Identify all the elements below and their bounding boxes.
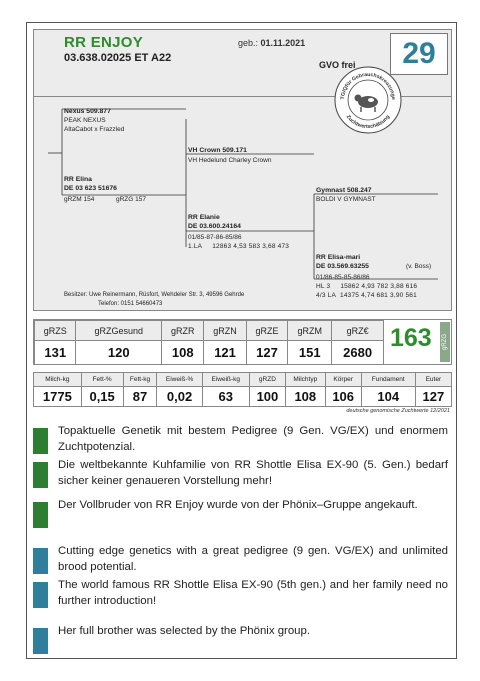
description-text: Cutting edge genetics with a great pedigree (9 gen. VG/EX) and unlimited brood potential. [58, 545, 448, 573]
dam-id: DE 03.600.24164 [188, 223, 241, 230]
dam-sire-line2: VH Hedelund Charley Crown [188, 157, 272, 164]
mgd-note: (v. Boss) [406, 263, 432, 270]
catalog-number: 29 [390, 33, 448, 75]
production-header-cell: Milch-kg [34, 373, 82, 387]
description-text: The world famous RR Shottle Elisa EX-90 (5th gen.) and her family need no further introduction! [58, 579, 448, 607]
index-value-cell: 151 [288, 341, 332, 365]
dam-lactation [188, 243, 289, 251]
bull-id: 03.638.02025 ET A22 [64, 52, 172, 64]
description-text: Die weltbekannte Kuhfamilie von RR Shottle Elisa EX-90 (5. Gen.) bedarf sicher keiner genaueren Vorstellung mehr! [58, 459, 448, 487]
production-value-cell: 87 [123, 387, 157, 407]
index-value-row [35, 341, 384, 365]
index-value-cell: 121 [204, 341, 246, 365]
bullet-marker-icon [33, 628, 48, 654]
production-value-cell: 127 [415, 387, 451, 407]
mgd-la-values: 14375 4,74 681 3,90 561 [340, 292, 417, 299]
sire-sire-line3: AltaCabot x Frazzled [64, 126, 125, 133]
production-table [33, 372, 452, 407]
dam-scores: 01/85-87-86-85/86 [188, 234, 242, 241]
index-header-row [35, 321, 384, 341]
dam-lac-values: 12863 4,53 583 3,68 473 [212, 243, 290, 250]
birth-date [238, 38, 305, 48]
mgd-scores: 01/86-85-85-86/86 [316, 274, 370, 281]
mgs-name: Gymnast 508.247 [316, 187, 372, 194]
mgd-name: RR Elisa-mari [316, 254, 361, 261]
sire-name: RR Elina [64, 176, 92, 183]
index-value-cell: 2680 [332, 341, 384, 365]
grzg-value: 163 [390, 324, 432, 352]
production-header-cell: Euter [415, 373, 451, 387]
birth-date-value: 01.11.2021 [260, 38, 306, 48]
production-note: deutsche genomische Zuchtwerte 12/2021 [346, 408, 450, 414]
bullet-marker-icon [33, 462, 48, 488]
production-value-cell: 0,02 [157, 387, 202, 407]
mgd-la-label: 4/3 LA [316, 292, 336, 299]
stamp-text-top: TG/Qfür Gebrauchskreuzunge [339, 71, 397, 101]
production-value-cell: 108 [286, 387, 326, 407]
mgd-la [316, 292, 417, 300]
grzg-label: gRZG [440, 322, 450, 362]
owner: Besitzer: Uwe Reinermann, Rüsfort, Wehdeler Str. 3, 49596 Gehrde [64, 292, 245, 298]
description-text: Der Vollbruder von RR Enjoy wurde von der Phönix–Gruppe angekauft. [58, 499, 418, 511]
production-header-cell: Körper [325, 373, 361, 387]
genomic-index-panel [33, 319, 452, 365]
production-header-cell: gRZD [249, 373, 285, 387]
index-value-cell: 108 [162, 341, 204, 365]
dam-lac-label: 1.LA [188, 243, 203, 250]
mgd-hl-label: HL 3 [316, 283, 331, 290]
index-value-cell: 131 [35, 341, 76, 365]
bullet-marker-icon [33, 582, 48, 608]
production-value-row [34, 387, 452, 407]
production-header-cell: Eiweiß-kg [202, 373, 249, 387]
production-value-cell: 104 [361, 387, 415, 407]
gvo-free-label: GVO frei [319, 60, 356, 70]
birth-label: geb.: [238, 38, 259, 48]
production-value-cell: 63 [202, 387, 249, 407]
mgd-id: DE 03.569.63255 [316, 263, 369, 270]
mgd-hl-values: 15862 4,93 782 3,88 616 [340, 283, 418, 290]
mgs-line2: BOLDI V GYMNAST [316, 196, 376, 203]
index-header-cell: gRZS [35, 321, 76, 341]
dam-name: RR Elanie [188, 214, 220, 221]
index-value-cell: 127 [246, 341, 287, 365]
total-merit-box [386, 322, 450, 362]
sire-id: DE 03 623 51676 [64, 185, 117, 192]
description-text: Topaktuelle Genetik mit bestem Pedigree (9 Gen. VG/EX) und enormem Zuchtpotenzial. [58, 425, 448, 453]
bullet-marker-icon [33, 428, 48, 454]
production-value-cell: 100 [249, 387, 285, 407]
index-header-cell: gRZM [288, 321, 332, 341]
bull-name: RR ENJOY [64, 34, 144, 51]
certification-stamp [332, 64, 404, 136]
production-header-cell: Fundament [361, 373, 415, 387]
production-header-row [34, 373, 452, 387]
production-value-cell: 0,15 [81, 387, 123, 407]
sire-sire-name: Nexus 509.877 [64, 108, 111, 115]
dam-sire-name: VH Crown 509.171 [188, 147, 247, 154]
index-header-cell: gRZE [246, 321, 287, 341]
index-header-cell: gRZN [204, 321, 246, 341]
genomic-index-table [34, 320, 384, 365]
index-header-cell: gRZR [162, 321, 204, 341]
sire-sire-line2: PEAK NEXUS [64, 117, 106, 124]
index-header-cell: gRZGesund [76, 321, 162, 341]
production-header-cell: Fett-kg [123, 373, 157, 387]
production-value-cell: 1775 [34, 387, 82, 407]
production-header-cell: Eiweiß-% [157, 373, 202, 387]
sire-grzg: gRZG 157 [116, 196, 146, 203]
production-header-cell: Fett-% [81, 373, 123, 387]
mgd-hl [316, 283, 417, 291]
sire-grzm: gRZM 154 [64, 196, 95, 203]
owner-phone: Telefon: 0151 54660473 [98, 301, 163, 307]
bullet-marker-icon [33, 502, 48, 528]
bull-card [26, 22, 457, 659]
index-value-cell: 120 [76, 341, 162, 365]
bullet-marker-icon [33, 548, 48, 574]
stamp-text-bottom: Zuchtwertschätzung [344, 114, 392, 131]
production-value-cell: 106 [325, 387, 361, 407]
production-header-cell: Milchtyp [286, 373, 326, 387]
index-header-cell: gRZ€ [332, 321, 384, 341]
description-text: Her full brother was selected by the Phönix group. [58, 625, 310, 637]
